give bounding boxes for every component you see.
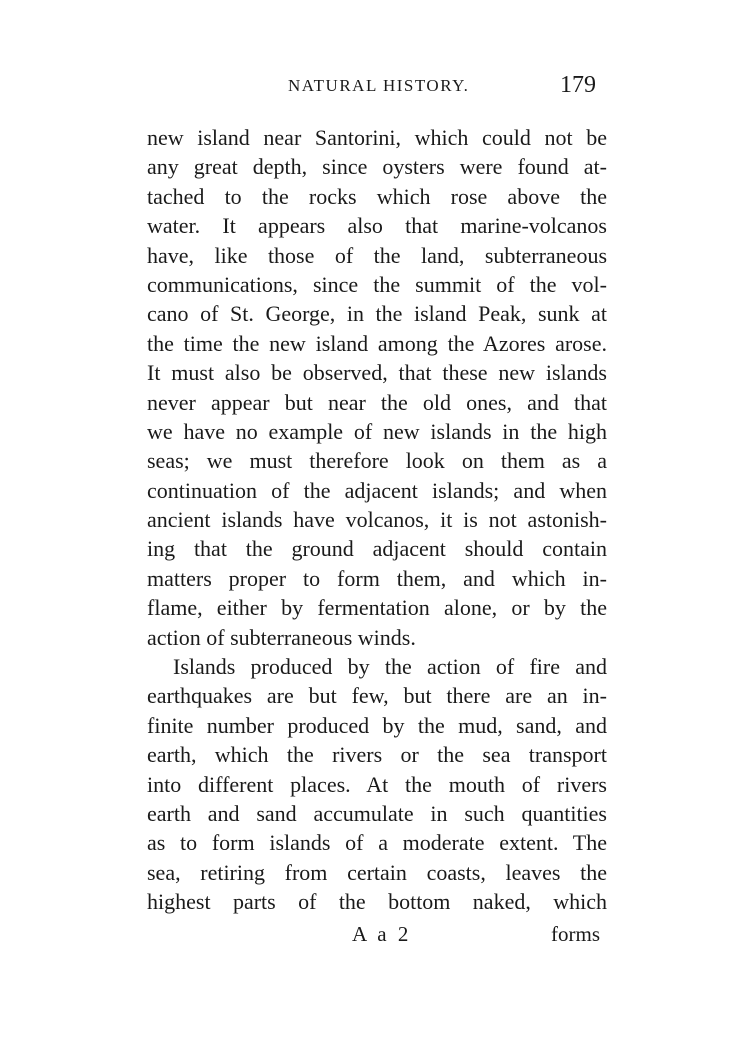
text-line: ing that the ground adjacent should contain [147, 536, 607, 562]
paragraph [147, 123, 607, 652]
text-line: earth and sand accumulate in such quantities [147, 800, 607, 826]
text-line: sea, retiring from certain coasts, leaves the [147, 859, 607, 885]
text-line: seas; we must therefore look on them as a [147, 448, 607, 474]
text-line: water. It appears also that marine-volcanos [147, 213, 607, 239]
text-line: the time the new island among the Azores arose. [147, 330, 607, 356]
text-line: It must also be observed, that these new islands [147, 360, 607, 386]
text-line: communications, since the summit of the vol- [147, 271, 607, 297]
text-line: as to form islands of a moderate extent. The [147, 830, 607, 856]
text-line: cano of St. George, in the island Peak, sunk at [147, 301, 607, 327]
text-line: matters proper to form them, and which in- [147, 565, 607, 591]
signature-mark: A a 2 [352, 922, 412, 946]
text-line: any great depth, since oysters were found at- [147, 154, 607, 180]
text-line: Islands produced by the action of fire and [173, 654, 607, 680]
text-line: never appear but near the old ones, and that [147, 389, 607, 415]
text-line: new island near Santorini, which could not be [147, 125, 607, 150]
page-number: 179 [560, 72, 596, 98]
text-line: we have no example of new islands in the high [147, 418, 607, 444]
text-line: continuation of the adjacent islands; and when [147, 477, 607, 503]
catchword: forms [551, 922, 600, 946]
text-line: highest parts of the bottom naked, which [147, 889, 607, 915]
running-head: NATURAL HISTORY. [288, 76, 470, 95]
text-line: finite number produced by the mud, sand, and [147, 712, 607, 738]
text-line: into different places. At the mouth of rivers [147, 771, 607, 797]
text-line: have, like those of the land, subterraneous [147, 242, 607, 268]
text-line: ancient islands have volcanos, it is not astonish- [147, 507, 607, 533]
text-line: earth, which the rivers or the sea transport [147, 742, 607, 768]
text-line: action of subterraneous winds. [147, 624, 416, 650]
text-line: tached to the rocks which rose above the [147, 183, 607, 209]
text-line: flame, either by fermentation alone, or by the [147, 595, 607, 621]
paragraph [147, 652, 607, 917]
body-text [147, 123, 607, 917]
text-line: earthquakes are but few, but there are an in- [147, 683, 607, 709]
